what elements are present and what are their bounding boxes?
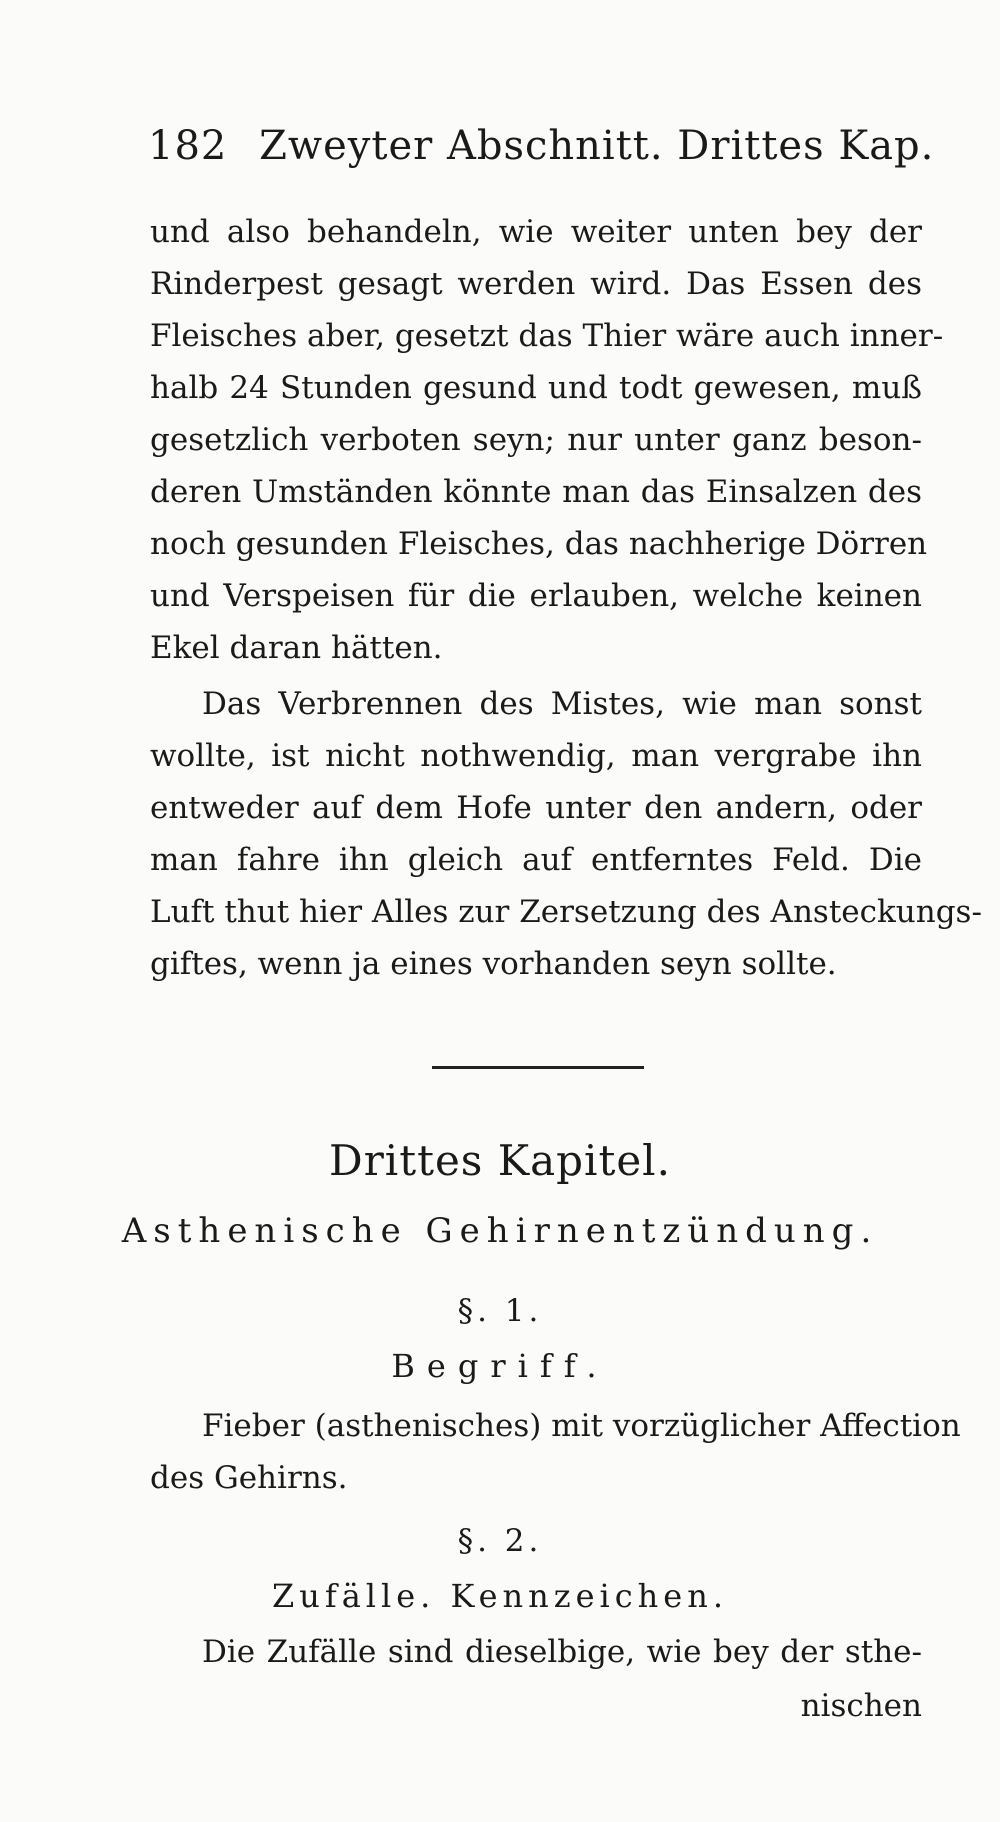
text-line: und also behandeln, wie weiter unten bey der (150, 214, 922, 250)
text-line: giftes, wenn ja eines vorhanden seyn sollte. (150, 946, 837, 982)
text-line: entweder auf dem Hofe unter den andern, oder (150, 790, 922, 826)
chapter-title: Drittes Kapitel. (329, 1136, 671, 1185)
text-line: man fahre ihn gleich auf entferntes Feld. Die (150, 842, 922, 878)
text-line: Fieber (asthenisches) mit vorzüglicher Affection (202, 1408, 961, 1444)
text-line: Rinderpest gesagt werden wird. Das Essen des (150, 266, 922, 302)
paragraph-1 (150, 206, 944, 674)
section-number: §. 1. (457, 1293, 543, 1329)
text-line: Fleisches aber, gesetzt das Thier wäre auch inner- (150, 318, 944, 354)
text-line: deren Umständen könnte man das Einsalzen des (150, 474, 922, 510)
section-heading: Begriff. (391, 1347, 609, 1385)
text-line: Die Zufälle sind dieselbige, wie bey der sthe- (202, 1634, 922, 1670)
text-line: halb 24 Stunden gesund und todt gewesen, muß (150, 370, 922, 406)
chapter-subtitle: Asthenische Gehirnentzündung. (121, 1211, 879, 1251)
text-line: und Verspeisen für die erlauben, welche keinen (150, 578, 922, 614)
text-line: gesetzlich verboten seyn; nur unter ganz beson- (150, 422, 922, 458)
text-line: Das Verbrennen des Mistes, wie man sonst (202, 686, 922, 722)
text-line: noch gesunden Fleisches, das nachherige Dörren (150, 526, 928, 562)
page-number: 182 (148, 123, 228, 169)
paragraph-2 (150, 678, 982, 990)
text-line: Luft thut hier Alles zur Zersetzung des Ansteckungs- (150, 894, 982, 930)
section-1-text (150, 1400, 961, 1504)
text-line: des Gehirns. (150, 1460, 348, 1496)
section-2-text (150, 1626, 922, 1678)
section-number: §. 2. (457, 1523, 543, 1559)
text-line: wollte, ist nicht nothwendig, man vergrabe ihn (150, 738, 922, 774)
running-title: Zweyter Abschnitt. Drittes Kap. (259, 123, 935, 169)
section-heading: Zufälle. Kennzeichen. (272, 1577, 728, 1615)
section-divider (432, 1066, 644, 1069)
text-line: Ekel daran hätten. (150, 630, 443, 666)
running-header (148, 122, 935, 170)
catchword: nischen (800, 1688, 922, 1724)
